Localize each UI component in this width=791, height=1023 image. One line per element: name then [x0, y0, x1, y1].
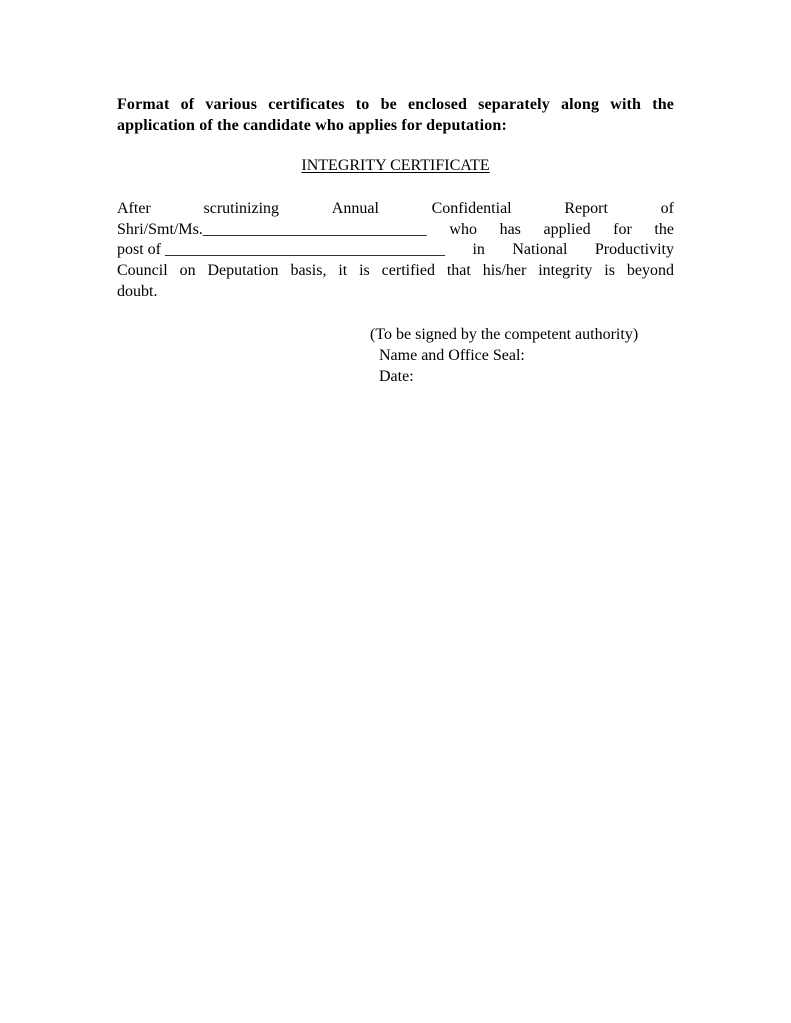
body-word: who: [449, 220, 477, 238]
name-blank-field: Shri/Smt/Ms.____________________________: [117, 220, 427, 238]
certificate-title: INTEGRITY CERTIFICATE: [301, 157, 490, 174]
body-word: beyond: [626, 262, 674, 280]
body-word: scrutinizing: [203, 200, 280, 217]
body-word: that: [446, 262, 471, 280]
body-line-3: [117, 240, 674, 261]
date-label: Date:: [379, 368, 414, 385]
body-word: his/her: [482, 262, 527, 280]
body-word: Annual: [331, 200, 379, 217]
body-word: the: [654, 220, 674, 238]
body-line-5: doubt.: [117, 282, 158, 300]
certificate-title-wrapper: [117, 156, 674, 176]
body-line-2: [117, 220, 674, 241]
body-word: is: [604, 262, 615, 280]
signature-block: [370, 324, 674, 387]
body-word: integrity: [538, 262, 593, 280]
body-word: Productivity: [594, 241, 674, 259]
body-word: it: [338, 262, 348, 280]
body-word: on: [179, 262, 196, 280]
body-word: Confidential: [431, 200, 512, 217]
body-word: in: [472, 241, 485, 259]
body-word: for: [613, 220, 632, 238]
body-word: Council: [117, 262, 168, 280]
document-heading: Format of various certificates to be enclosed separately along with the application of the candidate who applies for deputation:: [117, 96, 674, 134]
body-word: of: [660, 200, 674, 217]
body-word: has: [499, 220, 521, 238]
body-word: basis,: [290, 262, 327, 280]
body-word: is: [359, 262, 370, 280]
body-word: Deputation: [207, 262, 279, 280]
certificate-body: [117, 199, 674, 303]
body-word: After: [117, 200, 151, 217]
body-word: Report: [564, 200, 608, 217]
body-word: National: [512, 241, 568, 259]
post-blank-field: post of ___________________________________: [117, 241, 445, 259]
body-word: certified: [381, 262, 435, 280]
body-word: applied: [543, 220, 591, 238]
name-seal-label: Name and Office Seal:: [379, 347, 525, 364]
competent-authority-note: (To be signed by the competent authority): [370, 326, 639, 343]
body-line-1: [117, 199, 674, 220]
body-line-4: [117, 261, 674, 282]
